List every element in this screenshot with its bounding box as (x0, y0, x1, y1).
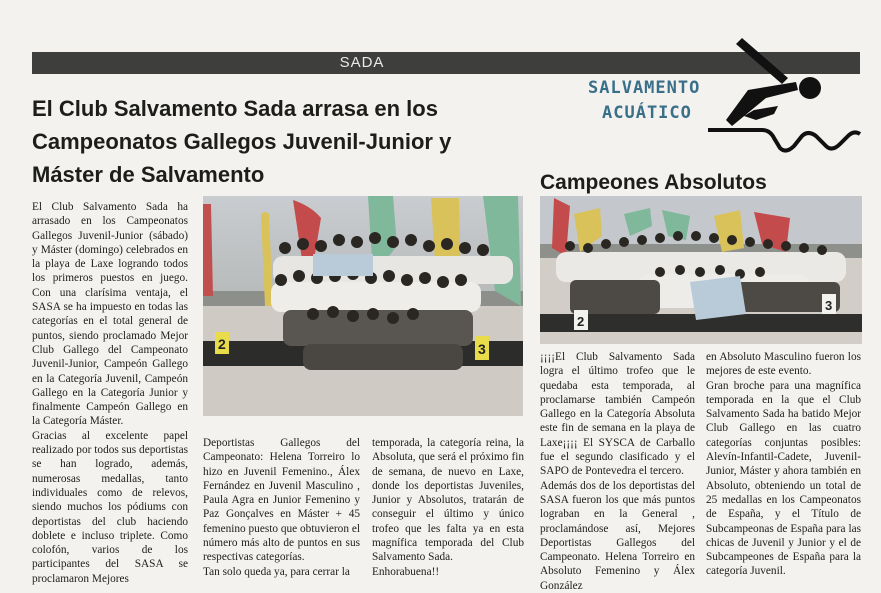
article-subheadline: Campeones Absolutos (540, 171, 767, 194)
podium-number-3: 3 (478, 341, 486, 357)
section-banner-label: SADA (339, 54, 385, 71)
team-photo-illustration-2 (540, 196, 862, 344)
podium-number-3-absoluto: 3 (825, 298, 833, 313)
column-1-paragraph: El Club Salvamento Sada ha arrasado en los Campeonatos Gallegos Juvenil-Junior (sábado) y Máster (domingo) celebrados en la playa de Laxe logrando todos los primeros puestos en juego. Con una clarísima ventaja, el SASA se ha impuesto en todas las categorías en el total general de puntos, siendo proclamado Mejor Club Gallego del Campeonato Juvenil-Junior, Campeón Gallego en la Categoría Juvenil, Campeón Gallego en la Categoría Junior y finalmente Campeón Gallego en la Categoría Máster. (32, 201, 188, 428)
article-column-1 (32, 200, 188, 586)
team-photo-illustration (203, 196, 523, 416)
column-3-paragraph: temporada, la categoría reina, la Absoluta, que será el próximo fin de semana, de nuevo en Laxe, donde los deportistas Juveniles, Junior y Absolutos, tratarán de conseguir el último y único trofeo que les falta ya en esta magnífica temporada del Club Salvamento Sada. (372, 437, 524, 564)
column-5-paragraph: Gran broche para una magnífica temporada en la que el Club Salvamento Sada ha batido Mejor Club Gallego en las cuatro categorías conjuntas posibles: Alevín-Infantil-Cadete, Juvenil-Junior, Máster y ahora también en Absoluto, obteniendo un total de 25 medallas en los Campeonatos de España, y el Título de Subcampeonas de España para las chicas de Juvenil y Junior y el de Subcampeones de España para la categoría Juvenil. (706, 379, 861, 578)
article-column-3 (372, 436, 524, 579)
column-5-paragraph: en Absoluto Masculino fueron los mejores de este evento. (706, 351, 861, 378)
section-tag-line2: ACUÁTICO (602, 103, 692, 123)
article-column-5 (706, 350, 861, 579)
podium-number-2-absoluto: 2 (577, 314, 585, 329)
podium-number-2: 2 (218, 336, 226, 352)
column-4-paragraph: ¡¡¡¡El Club Salvamento Sada logra el último trofeo que le quedaba esta temporada, al proclamarse también Campeón Gallego en la Categoría Absoluta este fin de semana en la playa de Laxe¡¡¡¡ El SYSCA de Carballo fue el segundo clasificado y el SAPO de Pontevedra el tercero. (540, 351, 695, 478)
column-2-paragraph: Deportistas Gallegos del Campeonato: Helena Torreiro lo hizo en Juvenil Femenino., Álex Fernández en Juvenil Masculino , Paula Agra en Junior Femenino y Paz Gonçalves en Máster + 45 femenino puesto que obtuvieron el número más alto de puntos en sus respectivas categorías. (203, 437, 360, 564)
article-headline: El Club Salvamento Sada arrasa en los Campeonatos Gallegos Juvenil-Junior y Máster de Salvamento (32, 96, 452, 187)
column-1-paragraph: Gracias al excelente papel realizado por todos sus deportistas se han logrado, además, numerosas medallas, tanto individuales como de relevos, siendo muchos los pódiums con deportistas del club haciendo doblete e incluso triplete. Como colofón, varios de los participantes del SASA se proclamaron Mejores (32, 429, 188, 585)
article-column-2 (203, 436, 360, 579)
column-2-paragraph: Tan solo queda ya, para cerrar la (203, 565, 350, 578)
swimmer-icon (708, 30, 864, 162)
column-4-paragraph: Además dos de los deportistas del SASA fueron los que más puntos lograban en la General , proclamándose así, Mejores Deportistas Gallegos del Campeonato. Helena Torreiro en Absoluto Femenino y Álex González (540, 479, 695, 592)
column-3-paragraph: Enhorabuena!! (372, 565, 440, 578)
section-tag (588, 76, 728, 126)
team-photo-absoluto (540, 196, 862, 344)
article-column-4 (540, 350, 695, 593)
section-tag-line1: SALVAMENTO (588, 78, 701, 98)
team-photo-juvenil-junior (203, 196, 523, 416)
